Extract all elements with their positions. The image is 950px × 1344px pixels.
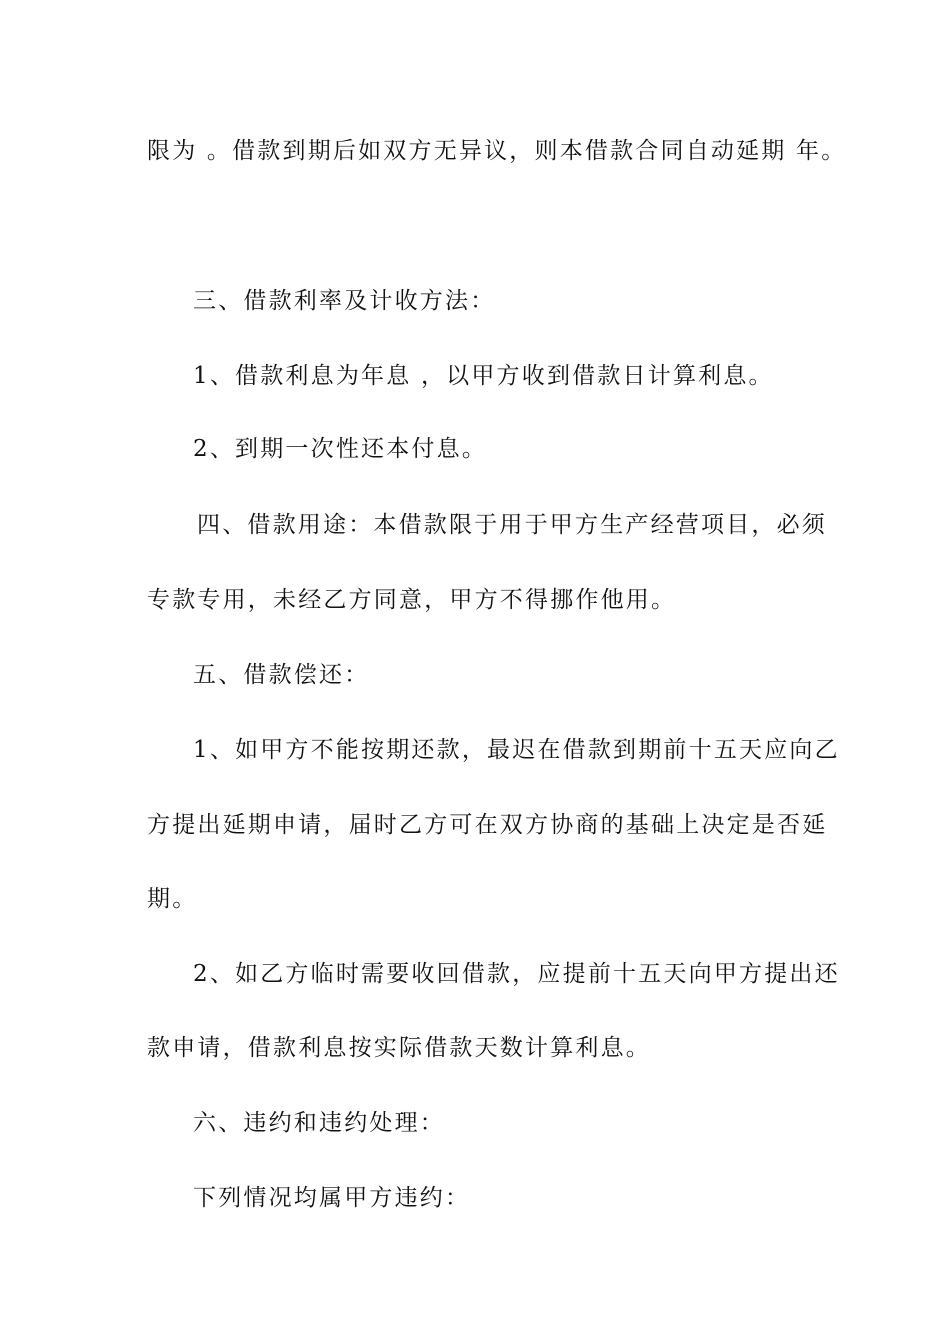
text-line-breach-intro: 下列情况均属甲方违约： bbox=[193, 1185, 471, 1211]
section-heading-breach: 六、违约和违约处理： bbox=[193, 1110, 445, 1136]
text-line-repayment-1-end: 期。 bbox=[147, 886, 198, 912]
text-line-repayment-1: 1、如甲方不能按期还款，最迟在借款到期前十五天应向乙 bbox=[193, 737, 840, 763]
section-heading-interest-rate: 三、借款利率及计收方法： bbox=[193, 288, 496, 314]
section-heading-repayment: 五、借款偿还： bbox=[193, 662, 370, 688]
text-line-term-extension: 限为 。借款到期后如双方无异议，则本借款合同自动延期 年。 bbox=[147, 138, 847, 164]
text-line-repayment-2: 2、如乙方临时需要收回借款，应提前十五天向甲方提出还 bbox=[193, 961, 840, 987]
text-line-purpose-cont: 专款专用，未经乙方同意，甲方不得挪作他用。 bbox=[147, 587, 677, 613]
text-line-interest-1: 1、借款利息为年息 ，以甲方收到借款日计算利息。 bbox=[193, 363, 774, 389]
text-line-interest-2: 2、到期一次性还本付息。 bbox=[193, 436, 488, 462]
section-heading-loan-purpose: 四、借款用途：本借款限于用于甲方生产经营项目，必须 bbox=[197, 512, 827, 538]
text-line-repayment-1-cont: 方提出延期申请，届时乙方可在双方协商的基础上决定是否延 bbox=[147, 812, 828, 838]
text-line-repayment-2-cont: 款申请，借款利息按实际借款天数计算利息。 bbox=[147, 1035, 651, 1061]
